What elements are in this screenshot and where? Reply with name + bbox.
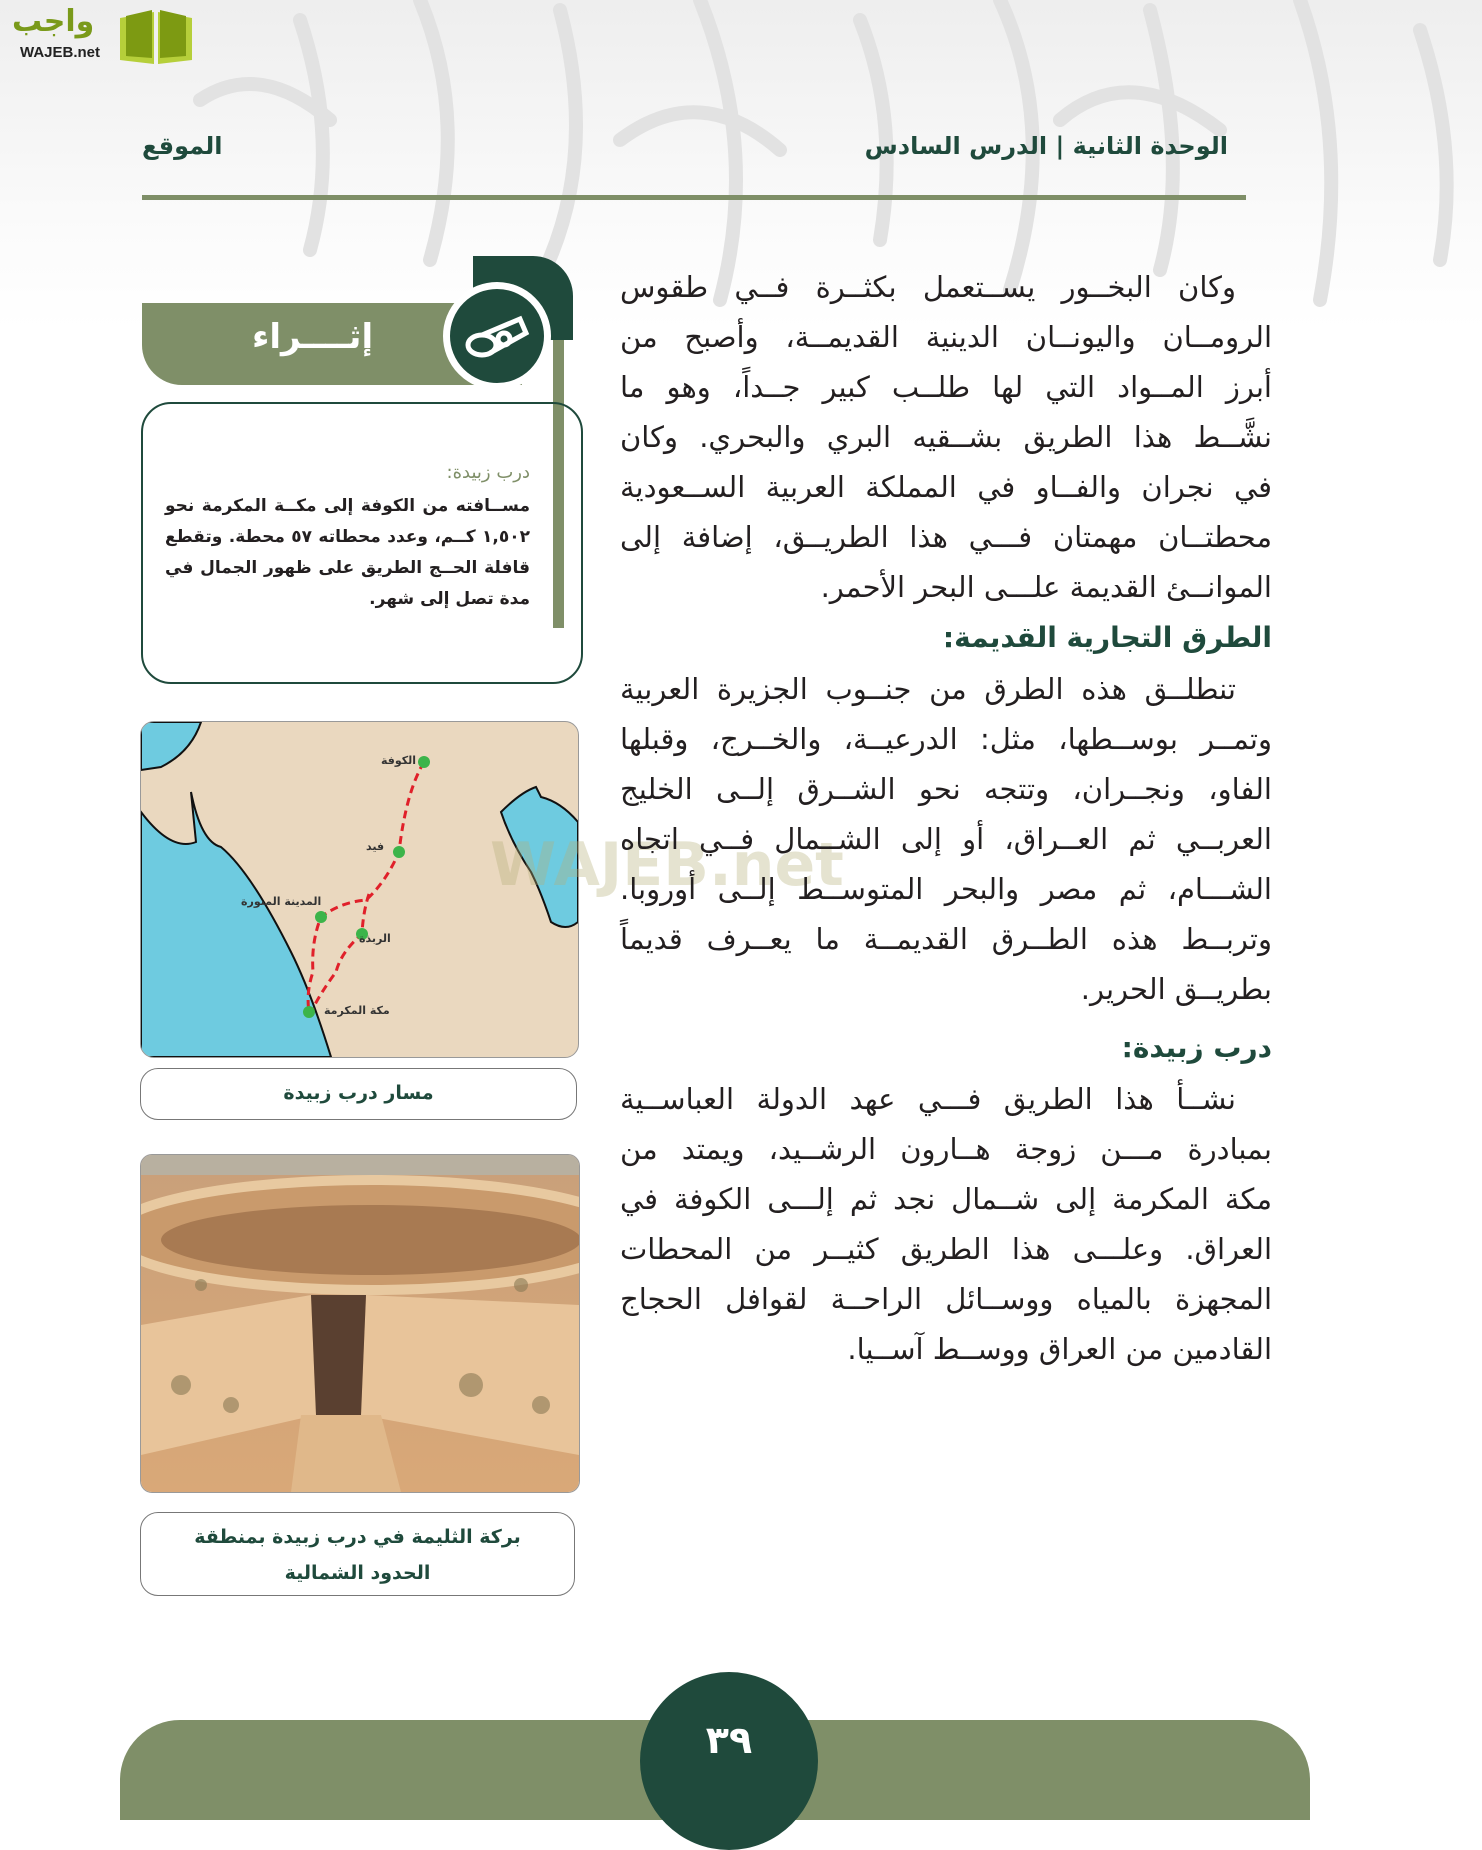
enrichment-line: ١,٥٠٢ كــم، وعدد محطاته ٥٧ محطة. وتقطع (165, 527, 530, 547)
map-label-fayd: فيد (366, 840, 385, 853)
text-line: تنطلــق هذه الطرق من جنــوب الجزيرة العربية (620, 672, 1236, 706)
heading-ancient-trade-routes: الطرق التجارية القديمة: (942, 621, 1272, 654)
station-dot-fayd (393, 846, 405, 858)
text-line: الموانــئ القديمة علـــى البحر الأحمر. (820, 570, 1272, 604)
photo-caption (140, 1512, 575, 1596)
text-line: نشــأ هذا الطريق فـــي عهد الدولة العباســية (620, 1082, 1236, 1116)
page-number: ٣٩ (705, 1718, 753, 1762)
logo-latin: WAJEB.net (20, 44, 101, 61)
thulaymah-pool-photo (140, 1154, 580, 1493)
wajeb-watermark: WAJEB.net (490, 830, 844, 900)
text-line: بطريــق الحرير. (1080, 972, 1272, 1006)
unit-lesson-title: الوحدة الثانية | الدرس السادس (864, 132, 1228, 160)
book-icon (118, 8, 194, 66)
enrichment-text (165, 462, 530, 615)
station-dot-kufa (418, 756, 430, 768)
text-line: القادمين من العراق ووســط آســيا. (847, 1332, 1272, 1366)
text-line: وتربــط هذه الطــرق القديمــة ما يعــرف قديماً (620, 922, 1272, 956)
heading-darb-zubaydah: درب زبيدة: (1121, 1031, 1272, 1064)
text-line: الشـــام، ثم مصر والبحر المتوســط إلــى أوروبا. (620, 872, 1272, 906)
text-line: بمبادرة مـــن زوجة هــارون الرشــيد، ويمتد من (620, 1132, 1272, 1166)
station-dot-makkah (303, 1006, 315, 1018)
paragraph-incense (620, 262, 1272, 612)
wajeb-logo[interactable] (8, 4, 198, 68)
pool-image (141, 1155, 579, 1492)
main-text (620, 262, 1272, 1374)
photo-caption-line: بركة الثليمة في درب زبيدة بمنطقة (194, 1526, 521, 1548)
map-label-makkah: مكة المكرمة (324, 1004, 390, 1017)
text-line: العربــي ثم العــراق، أو إلى الشــمال فــي اتجاه (620, 822, 1272, 856)
photo-caption-line: الحدود الشمالية (284, 1562, 431, 1584)
map-label-rabadha: الربذة (359, 932, 391, 945)
text-line: في نجران والفــاو في المملكة العربية الســعودية (620, 470, 1272, 504)
text-line: الفاو، ونجــران، وتتجه نحو الشــرق إلــى الخليج (620, 772, 1272, 806)
header-rule (142, 195, 1246, 200)
scroll-icon (450, 289, 544, 383)
text-line: المجهزة بالمياه ووســائل الراحــة لقوافل الحجاج (620, 1282, 1272, 1316)
section-title: الموقع (142, 132, 223, 160)
text-line: وكان البخــور يســتعمل بكثــرة فــي طقوس (620, 270, 1236, 304)
enrichment-line: مدة تصل إلى شهر. (369, 589, 530, 609)
text-line: مكة المكرمة إلى شــمال نجد ثم إلـــى الكوفة في (620, 1182, 1272, 1216)
text-line: الرومــان واليونــان الدينية القديمــة، وأصبح من (620, 320, 1272, 354)
enrichment-circle (443, 282, 551, 390)
text-line: وتمــر بوســطها، مثل: الدرعيــة، والخــرج، وقبلها (620, 722, 1272, 756)
text-line: أبرز المــواد التي لها طلــب كبير جــداً، وهو ما (620, 370, 1272, 404)
enrichment-line: مســافته من الكوفة إلى مكــة المكرمة نحو (165, 496, 530, 516)
text-line: العراق. وعلـــى هذا الطريق كثيــر من المحطات (620, 1232, 1272, 1266)
map-caption: مسار درب زبيدة (140, 1068, 577, 1120)
map-label-kufa: الكوفة (381, 754, 417, 767)
enrichment-title: درب زبيدة: (446, 462, 530, 483)
station-dot-madinah (315, 911, 327, 923)
text-line: محطتــان مهمتان فـــي هذا الطريــق، إضافة إلى (620, 520, 1272, 554)
paragraph-trade-routes (620, 664, 1272, 1014)
enrichment-line: قافلة الحــج الطريق على ظهور الجمال في (165, 558, 530, 578)
text-line: نشَّــط هذا الطريق بشــقيه البري والبحري. وكان (620, 420, 1272, 454)
enrichment-label: إثــــراء (252, 317, 374, 357)
logo-arabic: واجب (12, 4, 95, 39)
map-label-madinah: المدينة المنورة (241, 895, 322, 908)
paragraph-darb-zubaydah (620, 1074, 1272, 1374)
